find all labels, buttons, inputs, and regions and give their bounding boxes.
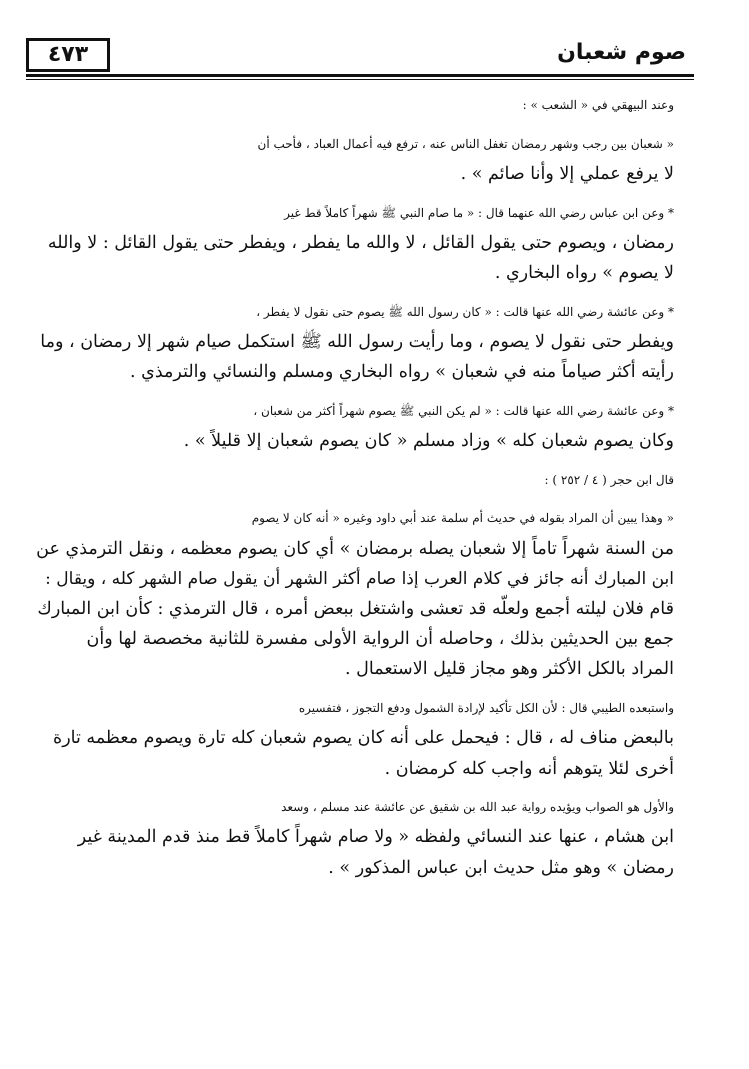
paragraph (30, 465, 694, 495)
header-rule-thick (26, 74, 694, 77)
paragraph (30, 792, 694, 883)
text-line: ابن هشام ، عنها عند النسائي ولفظه « ولا صام شهراً كاملاً قط منذ قدم المدينة غير (77, 827, 674, 848)
page-number: ٤٧٣ (26, 38, 110, 72)
text-line: والأول هو الصواب ويؤيده رواية عبد الله بن شقيق عن عائشة عند مسلم ، وسعد (281, 800, 674, 815)
text-line: * وعن عائشة رضي الله عنها قالت : « لم يكن النبي ﷺ يصوم شهراً أكثر من شعبان ، (253, 403, 674, 418)
paragraph (30, 198, 694, 289)
text-line: المراد بالكل الأكثر وهو مجاز قليل الاستعمال . (345, 659, 674, 680)
paragraph (30, 297, 694, 388)
chapter-title: صوم شعبان (557, 40, 686, 65)
text-line: لا يرفع عملي إلا وأنا صائم » . (460, 163, 674, 184)
text-line: أخرى لئلا يتوهم أنه واجب كله كرمضان . (384, 758, 674, 779)
text-line: قال ابن حجر ( ٤ / ٢٥٢ ) : (544, 472, 674, 487)
text-line: قام فلان ليلته أجمع ولعلّه قد تعشى واشتغل ببعض أمره ، قال الترمذي : كأن ابن المبارك (37, 599, 674, 620)
page-header (26, 38, 694, 80)
text-line: من السنة شهراً تاماً إلا شعبان يصله برمضان » أي كان يصوم معظمه ، ونقل الترمذي عن (36, 538, 674, 559)
text-line: ويفطر حتى نقول لا يصوم ، وما رأيت رسول الله ﷺ استكمل صيام شهر إلا رمضان ، وما (40, 331, 674, 352)
text-line: رمضان ، ويصوم حتى يقول القائل ، لا والله ما يفطر ، ويفطر حتى يقول القائل : لا والله (47, 232, 674, 253)
text-line: رأيته أكثر صياماً منه في شعبان » رواه البخاري ومسلم والنسائي والترمذي . (130, 362, 674, 383)
text-line: ابن المبارك أنه جائز في كلام العرب إذا صام أكثر الشهر أن يقول صام الشهر كله ، ويقال : (45, 568, 674, 589)
paragraph (30, 90, 694, 120)
text-line: وكان يصوم شعبان كله » وزاد مسلم « كان يصوم شعبان إلا قليلاً » . (183, 431, 674, 452)
body-text (30, 90, 694, 891)
text-line: وعند البيهقي في « الشعب » : (522, 98, 674, 112)
text-line: « وهذا يبين أن المراد بقوله في حديث أم سلمة عند أبي داود وغيره « أنه كان لا يصوم (251, 511, 674, 526)
paragraph (30, 693, 694, 784)
text-line: جمع بين الحديثين بذلك ، وحاصله أن الرواية الأولى مفسرة للثانية مخصصة لها وأن (86, 629, 674, 650)
text-line: بالبعض مناف له ، قال : فيحمل على أنه كان يصوم شعبان كله تارة ويصوم معظمه تارة (53, 728, 674, 749)
text-line: * وعن عائشة رضي الله عنها قالت : « كان رسول الله ﷺ يصوم حتى نقول لا يفطر ، (256, 304, 674, 319)
paragraph (30, 396, 694, 456)
text-line: « شعبان بين رجب وشهر رمضان تغفل الناس عنه ، ترفع فيه أعمال العباد ، فأحب أن (257, 136, 674, 151)
header-rule-thin (26, 79, 694, 80)
paragraph (30, 129, 694, 189)
text-line: واستبعده الطيبي قال : لأن الكل تأكيد لإرادة الشمول ودفع التجوز ، فتفسيره (298, 701, 674, 716)
text-line: رمضان » وهو مثل حديث ابن عباس المذكور » . (328, 857, 674, 878)
text-line: * وعن ابن عباس رضي الله عنهما قال : « ما صام النبي ﷺ شهراً كاملاً قط غير (284, 205, 674, 220)
paragraph (30, 503, 694, 684)
text-line: لا يصوم » رواه البخاري . (494, 263, 674, 284)
